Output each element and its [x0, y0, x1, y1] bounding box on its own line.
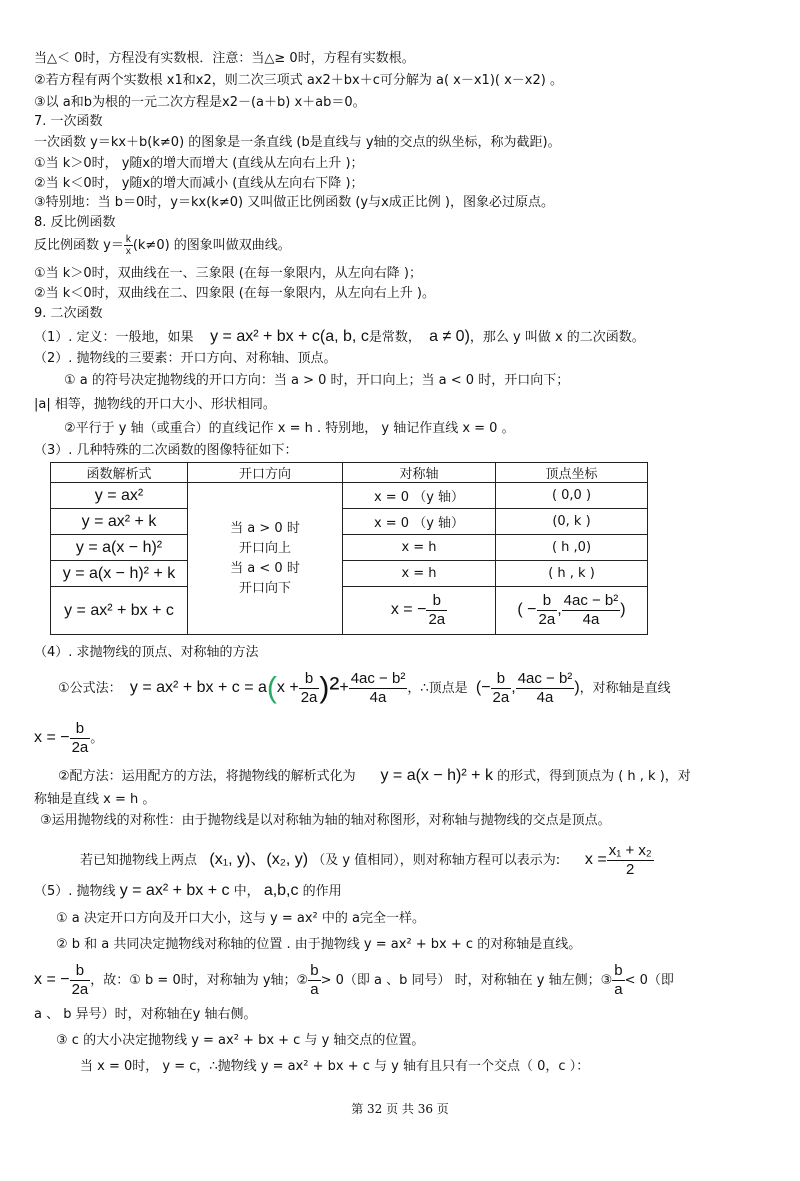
table-cell: (0, k )	[496, 509, 648, 535]
table-cell: x = h	[343, 561, 496, 587]
section-heading: 7. 一次函数	[34, 114, 103, 129]
text-line: ①当 k＞0时， y随x的增大而增大 (直线从左向右上升 )；	[34, 156, 364, 171]
text-line: 称轴是直线 x = h 。	[34, 792, 156, 807]
table-row	[51, 561, 648, 587]
fraction: $\frac{b}{2a}$	[428, 592, 446, 628]
text-line: ③特别地：当 b＝0时，y＝kx(k≠0) 又叫做正比例函数 (y与x成正比例 )，图象必过原点。	[34, 195, 554, 210]
text-line: ③运用抛物线的对称性：由于抛物线是以对称轴为轴的轴对称图形，对称轴与抛物线的交点是顶点。	[40, 813, 611, 828]
open-direction-cell: 当 a > 0 时 开口向上 当 a < 0 时 开口向下	[188, 483, 343, 635]
table-row	[51, 483, 648, 509]
text-line: （5）. 抛物线 y = ax² + bx + c 中， a,b,c 的作用	[34, 882, 342, 899]
text-line: ①当 k＞0时，双曲线在一、三象限 (在每一象限内，从左向右降 )；	[34, 266, 422, 281]
column-header: 函数解析式	[51, 463, 188, 483]
fraction: $\frac{b}{2a}$	[538, 592, 556, 628]
text-line: ① a 的符号决定抛物线的开口方向：当 a > 0 时，开口向上；当 a < 0 时，开口向下；	[64, 373, 570, 388]
fraction: $\frac{b}{2a}$	[71, 962, 89, 998]
table-cell: x = 0 （y 轴）	[343, 509, 496, 535]
text-line: ②当 k＜0时，双曲线在二、四象限 (在每一象限内，从左向右上升 )。	[34, 286, 435, 301]
fraction: $\frac{\text{4ac − b²}}{4a}$	[563, 592, 619, 628]
fraction: $\frac{b}{2a}$	[492, 670, 510, 706]
formula-line: x = − $\frac{b}{2a}$ 。	[34, 720, 104, 756]
column-header: 顶点坐标	[496, 463, 648, 483]
text-line: 一次函数 y＝kx＋b(k≠0) 的图象是一条直线 (b是直线与 y轴的交点的纵坐标，称为截距)。	[34, 135, 561, 150]
text-line: ②平行于 y 轴（或重合）的直线记作 x = h . 特别地， y 轴记作直线 x = 0 。	[64, 421, 515, 436]
quadratic-function-table	[50, 462, 648, 635]
text-line: a 、 b 异号）时，对称轴在y 轴右侧。	[34, 1007, 257, 1022]
page-footer: 第 32 页 共 36 页	[351, 1102, 449, 1116]
fraction: $\frac{b}{2a}$	[71, 720, 89, 756]
fraction: $\frac{\text{4ac − b²}}{4a}$	[350, 670, 406, 706]
table-cell: y = a(x − h)² + k	[51, 561, 188, 587]
text-line: ③ c 的大小决定抛物线 y = ax² + bx + c 与 y 轴交点的位置。	[56, 1033, 425, 1048]
table-row	[51, 587, 648, 635]
text-line: ② b 和 a 共同决定抛物线对称轴的位置 . 由于抛物线 y = ax² + bx + c 的对称轴是直线。	[56, 937, 582, 952]
text-line: ②配方法：运用配方的方法，将抛物线的解析式化为 y = a(x − h)² + k 的形式，得到顶点为 ( h , k )，对	[58, 767, 691, 784]
table-cell: x = 0 （y 轴）	[343, 483, 496, 509]
text-line: 当△＜ 0时，方程没有实数根．注意：当△≥ 0时，方程有实数根。	[34, 51, 415, 66]
fraction: $\frac{b}{a}$	[614, 962, 623, 998]
text-line: （1）. 定义：一般地，如果 y = ax² + bx + c(a, b, c是常数， a ≠ 0)，那么 y 叫做 x 的二次函数。	[34, 328, 645, 345]
column-header: 开口方向	[188, 463, 343, 483]
table-header-row	[51, 463, 648, 483]
table-cell: ( 0,0 )	[496, 483, 648, 509]
table-cell: x = h	[343, 535, 496, 561]
fraction: $\frac{k}{x}$	[125, 234, 131, 257]
text-line: 反比例函数 y＝ $\frac{k}{x}$ (k≠0) 的图象叫做双曲线。	[34, 234, 291, 257]
text-line: ① a 决定开口方向及开口大小，这与 y = ax² 中的 a完全一样。	[56, 911, 425, 926]
table-cell: y = a(x − h)²	[51, 535, 188, 561]
text-line: （3）. 几种特殊的二次函数的图像特征如下：	[34, 443, 298, 458]
fraction: $\frac{b}{a}$	[310, 962, 319, 998]
fraction: $\frac{\text{x₁ + x₂}}{2}$	[608, 842, 652, 878]
formula-line: x = − $\frac{b}{2a}$ ，故：① b = 0时，对称轴为 y轴；② $\frac{b}{a}$ > 0（即 a 、b 同号） 时，对称轴在 y 轴左侧；③ $\frac{b}{a}$ < 0（即	[34, 962, 674, 998]
text-line: ②当 k＜0时， y随x的增大而减小 (直线从左向右下降 )；	[34, 176, 364, 191]
table-cell: y = ax²	[51, 483, 188, 509]
column-header: 对称轴	[343, 463, 496, 483]
table-cell: ( h ,0)	[496, 535, 648, 561]
text-line: |a| 相等，抛物线的开口大小、形状相同。	[34, 397, 276, 412]
formula-line: 若已知抛物线上两点 (x₁, y)、(x₂, y) （及 y 值相同），则对称轴方程可以表示为: x = $\frac{\text{x₁ + x₂}}{2}$	[80, 842, 652, 878]
text-line: （4）. 求抛物线的顶点、对称轴的方法	[34, 645, 259, 660]
table-row	[51, 509, 648, 535]
fraction: $\frac{\text{4ac − b²}}{4a}$	[517, 670, 573, 706]
text-line: ③以 a和b为根的一元二次方程是x2－(a＋b) x＋ab＝0。	[34, 95, 366, 110]
section-heading: 9. 二次函数	[34, 306, 103, 321]
table-row	[51, 535, 648, 561]
table-cell: y = ax² + bx + c	[51, 587, 188, 635]
fraction: $\frac{b}{2a}$	[300, 670, 318, 706]
section-heading: 8. 反比例函数	[34, 215, 116, 230]
text-line: ②若方程有两个实数根 x1和x2，则二次三项式 ax2＋bx＋c可分解为 a( x－x1)( x－x2) 。	[34, 73, 563, 88]
formula-line: ①公式法： y = ax² + bx + c = a(x + $\frac{b}{2a}$ )²+ $\frac{\text{4ac − b²}}{4a}$ ，∴顶点是 (− $\frac{b}{2a}$ , $\frac{\text{4ac − b²}}{4a}$ )，对称轴是直线	[58, 670, 671, 706]
table-cell: ( − $\frac{b}{2a}$ , $\frac{\text{4ac − b²}}{4a}$ )	[496, 587, 648, 635]
table-cell: ( h , k )	[496, 561, 648, 587]
text-line: 当 x = 0时， y = c，∴抛物线 y = ax² + bx + c 与 y 轴有且只有一个交点（ 0，c ）：	[80, 1059, 590, 1074]
text-line: （2）. 抛物线的三要素：开口方向、对称轴、顶点。	[34, 351, 337, 366]
table-cell: y = ax² + k	[51, 509, 188, 535]
table-cell: x = − $\frac{b}{2a}$	[343, 587, 496, 635]
